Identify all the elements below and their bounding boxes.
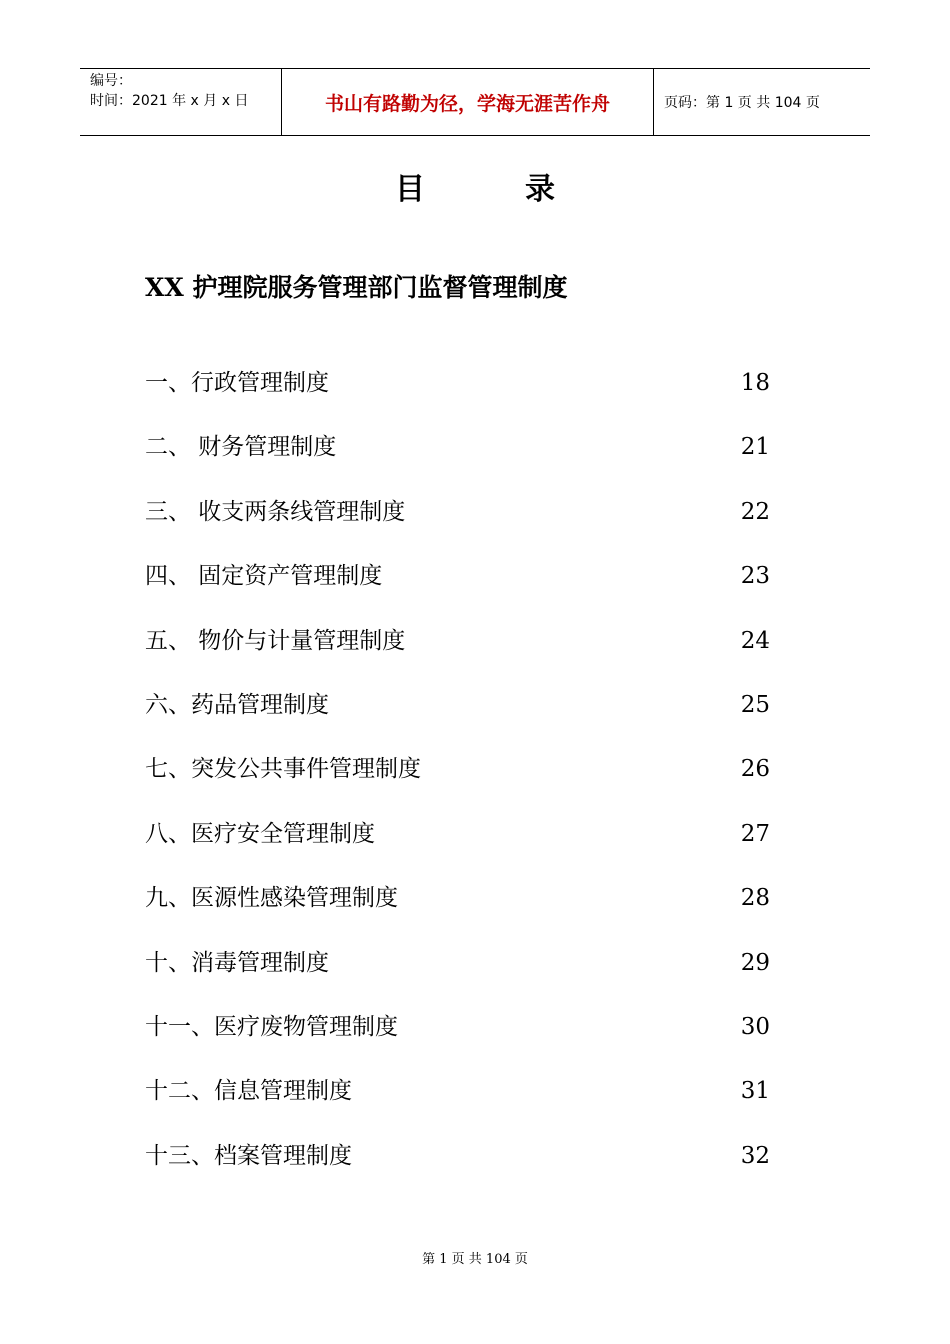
toc-entry-page: 26 xyxy=(740,756,770,783)
document-subtitle: XX 护理院服务管理部门监督管理制度 xyxy=(145,273,568,302)
toc-entry-label: 二、 财务管理制度 xyxy=(145,434,337,461)
toc-entry[interactable] xyxy=(145,1068,770,1132)
toc-entry-label: 十、消毒管理制度 xyxy=(145,949,329,976)
toc-entry[interactable] xyxy=(145,618,770,682)
toc-entry[interactable] xyxy=(145,424,770,488)
toc-entry-page: 18 xyxy=(740,370,770,396)
toc-entry[interactable] xyxy=(145,811,770,875)
toc-entry-label: 五、 物价与计量管理制度 xyxy=(145,627,406,654)
toc-entry[interactable] xyxy=(145,360,770,424)
toc-entry-page: 28 xyxy=(740,885,770,912)
toc-entry-label: 九、医源性感染管理制度 xyxy=(145,885,398,912)
toc-entry-label: 十一、医疗废物管理制度 xyxy=(145,1013,398,1040)
toc-entry-page: 27 xyxy=(740,820,770,847)
document-title: 目录 xyxy=(395,172,655,207)
toc-entry-label: 八、医疗安全管理制度 xyxy=(145,820,375,847)
toc-entry-label: 三、 收支两条线管理制度 xyxy=(145,498,406,525)
page-header xyxy=(80,68,870,136)
toc-entry-label: 十二、信息管理制度 xyxy=(145,1078,352,1105)
table-of-contents xyxy=(145,360,770,1197)
toc-entry-label: 十三、档案管理制度 xyxy=(145,1142,352,1169)
toc-entry-page: 24 xyxy=(740,627,770,654)
document-number-label: 编号： xyxy=(90,73,132,89)
toc-entry[interactable] xyxy=(145,553,770,617)
header-meta xyxy=(80,69,282,135)
toc-entry[interactable] xyxy=(145,1004,770,1068)
header-page-label: 页码：第 1 页 共 104 页 xyxy=(664,95,820,111)
toc-entry[interactable] xyxy=(145,746,770,810)
header-motto: 书山有路勤为径，学海无涯苦作舟 xyxy=(282,69,654,135)
toc-entry[interactable] xyxy=(145,1133,770,1197)
document-date-label: 时间：2021 年 x 月 x 日 xyxy=(90,93,249,109)
toc-entry-page: 22 xyxy=(740,498,770,525)
toc-entry-page: 30 xyxy=(740,1013,770,1040)
toc-entry[interactable] xyxy=(145,875,770,939)
toc-entry[interactable] xyxy=(145,940,770,1004)
toc-entry-page: 29 xyxy=(740,949,770,976)
page-footer: 第 1 页 共 104 页 xyxy=(422,1252,528,1267)
toc-entry-page: 32 xyxy=(740,1142,770,1169)
toc-entry-label: 七、突发公共事件管理制度 xyxy=(145,756,421,783)
toc-entry-page: 25 xyxy=(740,691,770,718)
toc-entry-page: 21 xyxy=(740,434,770,461)
toc-entry-label: 六、药品管理制度 xyxy=(145,691,329,718)
toc-entry-page: 23 xyxy=(740,563,770,590)
toc-entry-label: 四、 固定资产管理制度 xyxy=(145,563,383,590)
toc-entry-page: 31 xyxy=(740,1078,770,1105)
toc-entry-label: 一、行政管理制度 xyxy=(145,370,329,396)
toc-entry[interactable] xyxy=(145,489,770,553)
toc-entry[interactable] xyxy=(145,682,770,746)
